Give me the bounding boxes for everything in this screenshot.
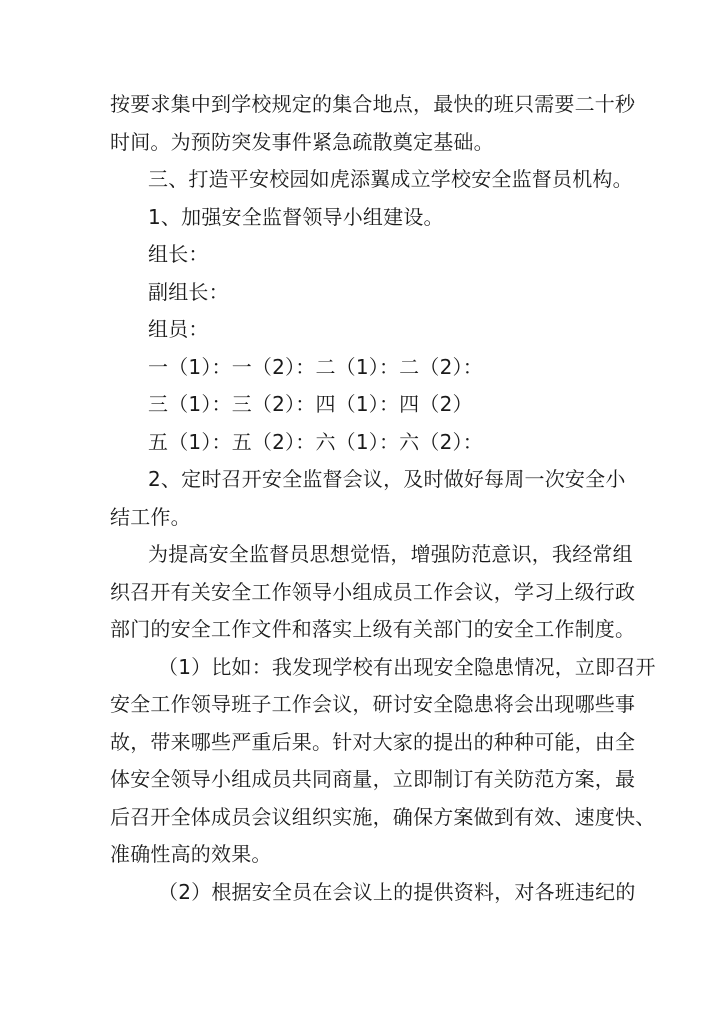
subsection-heading: 1、加强安全监督领导小组建设。 (148, 204, 444, 229)
text-line: 结工作。 (110, 504, 191, 529)
text-line: 时间。为预防突发事件紧急疏散奠定基础。 (110, 129, 494, 154)
text-line: 后召开全体成员会议组织实施，确保方案做到有效、速度快、 (110, 804, 656, 829)
text-line: 准确性高的效果。 (110, 842, 272, 866)
text-line: （2）根据安全员在会议上的提供资料，对各班违纪的 (158, 879, 636, 904)
text-line: 五（1）：五（2）：六（1）：六（2）： (148, 429, 483, 454)
document-body (110, 86, 656, 911)
text-line: 组员： (148, 317, 209, 341)
subsection-heading: 2、定时召开安全监督会议，及时做好每周一次安全小 (148, 467, 626, 491)
text-line: 一（1）：一（2）：二（1）：二（2）： (148, 354, 483, 379)
section-heading: 三、打造平安校园如虎添翼成立学校安全监督员机构。 (148, 167, 633, 191)
text-line: 副组长： (148, 279, 229, 304)
text-line: 部门的安全工作文件和落实上级有关部门的安全工作制度。 (110, 617, 636, 641)
text-line: 体安全领导小组成员共同商量，立即制订有关防范方案，最 (110, 767, 636, 791)
text-line: 织召开有关安全工作领导小组成员工作会议，学习上级行政 (110, 579, 636, 604)
text-line: 故，带来哪些严重后果。针对大家的提出的种种可能，由全 (110, 729, 636, 754)
text-line: 按要求集中到学校规定的集合地点，最快的班只需要二十秒 (110, 92, 636, 116)
text-line: 为提高安全监督员思想觉悟，增强防范意识，我经常组 (148, 542, 633, 566)
text-line: 组长： (148, 242, 209, 266)
text-line: （1）比如：我发现学校有出现安全隐患情况，立即召开 (158, 654, 656, 679)
text-line: 安全工作领导班子工作会议，研讨安全隐患将会出现哪些事 (110, 692, 636, 716)
text-line: 三（1）：三（2）：四（1）：四（2） (148, 392, 473, 416)
